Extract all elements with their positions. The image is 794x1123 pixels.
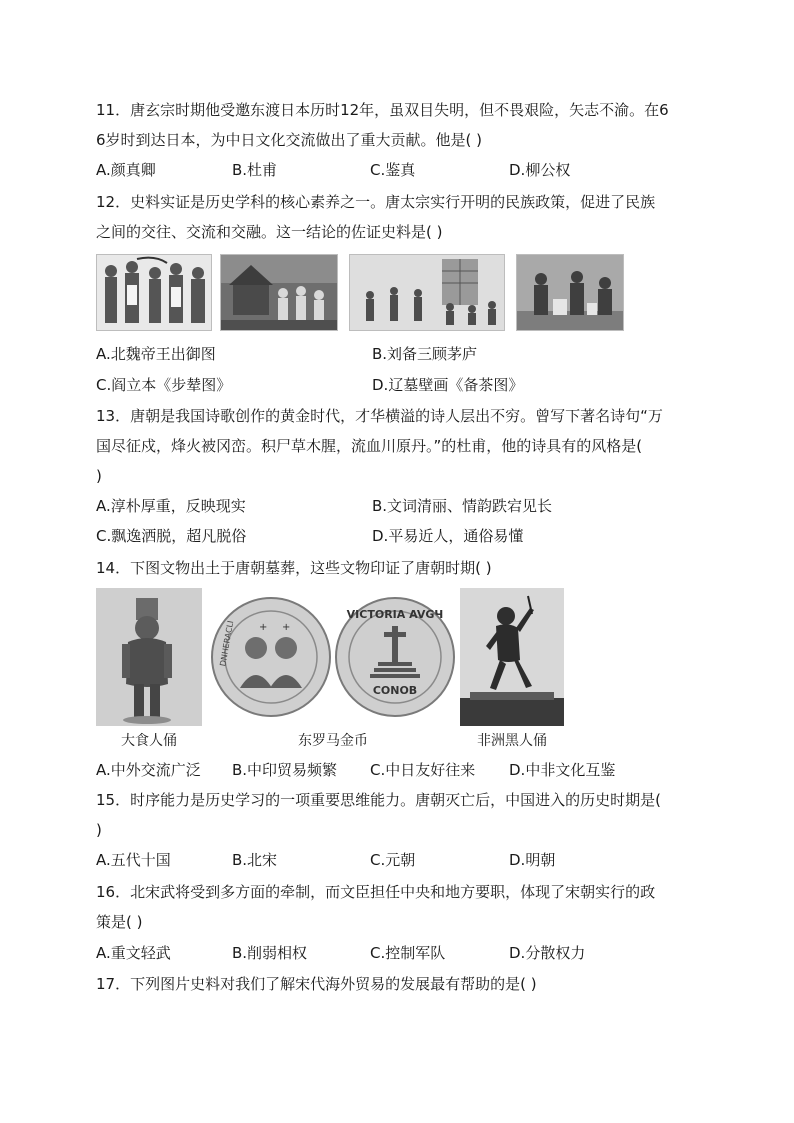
svg-text:+: + — [259, 622, 268, 633]
african-figurine-image — [460, 588, 564, 726]
q14-option-a[interactable]: A.中外交流广泛 — [96, 761, 201, 779]
q11-option-a[interactable]: A.颜真卿 — [96, 161, 156, 179]
q15-line-1: 15．时序能力是历史学习的一项重要思维能力。唐朝灭亡后，中国进入的历史时期是( — [96, 791, 661, 809]
q15-line-2: ) — [96, 821, 102, 839]
q14-option-b[interactable]: B.中印贸易频繁 — [232, 761, 338, 779]
q11-option-b[interactable]: B.杜甫 — [232, 161, 278, 179]
q16-option-b[interactable]: B.削弱相权 — [232, 944, 308, 962]
q12-image-c-painting — [349, 254, 505, 331]
q12-line-2: 之间的交往、交流和交融。这一结论的佐证史料是( ) — [96, 223, 443, 241]
q12-image-b-painting — [220, 254, 338, 331]
q16-option-c[interactable]: C.控制军队 — [370, 944, 446, 962]
coin-reverse-bottom-text: CONOB — [372, 684, 418, 697]
q11-option-d[interactable]: D.柳公权 — [509, 161, 571, 179]
q11-line-1: 11．唐玄宗时期他受邀东渡日本历时12年，虽双目失明，但不畏艰险，矢志不渝。在6 — [96, 101, 669, 119]
q15-option-d[interactable]: D.明朝 — [509, 851, 556, 869]
coin-reverse-image — [334, 596, 456, 718]
q12-option-c[interactable]: C.阎立本《步辇图》 — [96, 376, 232, 394]
q14-option-c[interactable]: C.中日友好往来 — [370, 761, 476, 779]
q16-line-2: 策是( ) — [96, 913, 143, 931]
q15-option-c[interactable]: C.元朝 — [370, 851, 416, 869]
q15-option-b[interactable]: B.北宋 — [232, 851, 278, 869]
q16-line-1: 16．北宋武将受到多方面的牵制，而文臣担任中央和地方要职，体现了宋朝实行的政 — [96, 883, 656, 901]
dashi-figurine-image — [96, 588, 202, 726]
q12-line-1: 12．史料实证是历史学科的核心素养之一。唐太宗实行开明的民族政策，促进了民族 — [96, 193, 656, 211]
coin-obverse-image — [210, 596, 332, 718]
q14-option-d[interactable]: D.中非文化互鉴 — [509, 761, 616, 779]
q12-image-a-painting — [96, 254, 212, 331]
q12-option-b[interactable]: B.刘备三顾茅庐 — [372, 345, 478, 363]
q13-option-d[interactable]: D.平易近人，通俗易懂 — [372, 527, 524, 545]
caption-african-figurine: 非洲黑人俑 — [477, 733, 547, 749]
coin-obverse-text: DNHERACLI — [218, 619, 236, 667]
q14-line-1: 14．下图文物出土于唐朝墓葬，这些文物印证了唐朝时期( ) — [96, 559, 492, 577]
q16-option-a[interactable]: A.重文轻武 — [96, 944, 171, 962]
q13-line-2: 国尽征戍，烽火被冈峦。积尸草木腥，流血川原丹。”的杜甫，他的诗具有的风格是( — [96, 437, 643, 455]
q11-line-2: 6岁时到达日本，为中日文化交流做出了重大贡献。他是( ) — [96, 131, 483, 149]
q15-option-a[interactable]: A.五代十国 — [96, 851, 171, 869]
svg-text:+: + — [282, 622, 291, 633]
q13-option-b[interactable]: B.文词清丽、情韵跌宕见长 — [372, 497, 553, 515]
q16-option-d[interactable]: D.分散权力 — [509, 944, 586, 962]
q12-option-a[interactable]: A.北魏帝王出御图 — [96, 345, 216, 363]
q11-option-c[interactable]: C.鉴真 — [370, 161, 416, 179]
caption-dashi-figurine: 大食人俑 — [121, 733, 177, 749]
q12-image-d-painting — [516, 254, 624, 331]
coin-reverse-top-text: VICTORIA AVGЧ — [346, 608, 444, 621]
q13-option-a[interactable]: A.淳朴厚重，反映现实 — [96, 497, 246, 515]
q17-line-1: 17．下列图片史料对我们了解宋代海外贸易的发展最有帮助的是( ) — [96, 975, 537, 993]
q12-option-d[interactable]: D.辽墓壁画《备茶图》 — [372, 376, 524, 394]
caption-byzantine-coin: 东罗马金币 — [298, 733, 368, 749]
q13-line-3: ) — [96, 467, 102, 485]
q13-option-c[interactable]: C.飘逸洒脱，超凡脱俗 — [96, 527, 247, 545]
q13-line-1: 13．唐朝是我国诗歌创作的黄金时代，才华横溢的诗人层出不穷。曾写下著名诗句“万 — [96, 407, 663, 425]
